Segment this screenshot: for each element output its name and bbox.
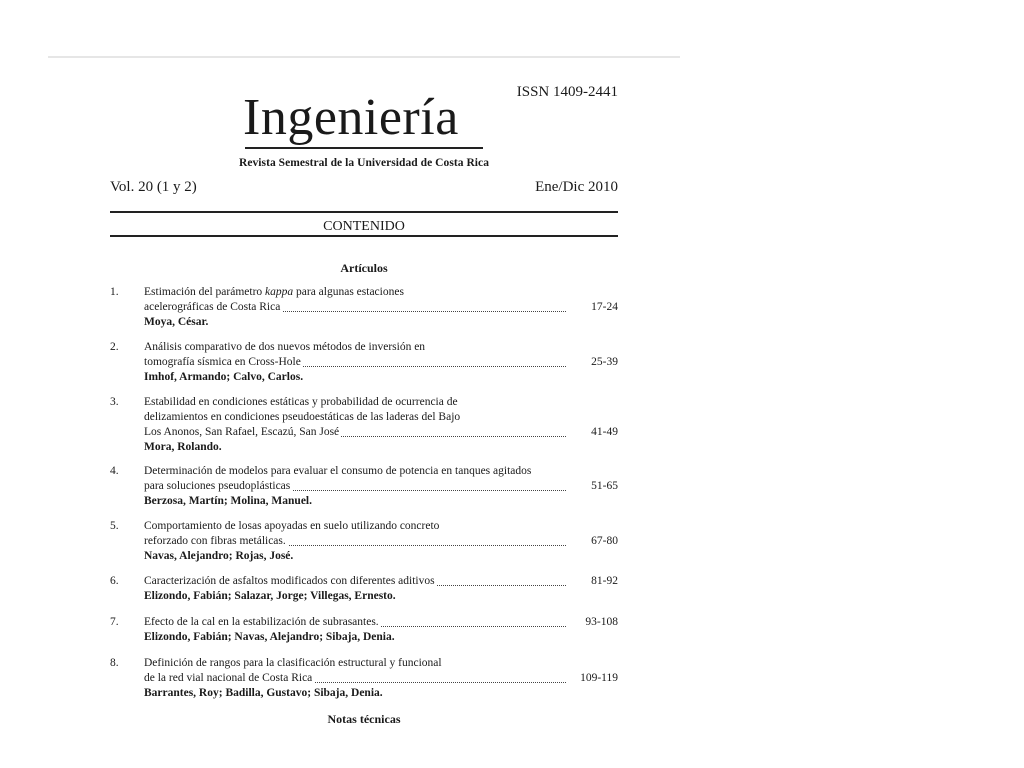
entry-title-line: Definición de rangos para la clasificación estructural y funcional [144, 657, 442, 669]
entry-pages: 81-92 [587, 574, 618, 589]
entry-authors: Navas, Alejandro; Rojas, José. [144, 550, 294, 562]
entry-authors: Moya, César. [144, 316, 209, 328]
entry-title-line-with-pages: para soluciones pseudoplásticas 51-65 [144, 480, 618, 492]
entry-number: 4. [110, 465, 119, 477]
entry-pages: 109-119 [576, 671, 618, 686]
entry-number: 8. [110, 657, 119, 669]
entry-title-line-with-pages: Caracterización de asfaltos modificados con diferentes aditivos 81-92 [144, 575, 618, 587]
entry-title-line-with-pages: Los Anonos, San Rafael, Escazú, San José 41-49 [144, 426, 618, 438]
contents-heading: CONTENIDO [323, 219, 405, 234]
issn: ISSN 1409-2441 [516, 84, 618, 100]
entry-title-line-with-pages: Efecto de la cal en la estabilización de subrasantes. 93-108 [144, 616, 618, 628]
volume-label: Vol. 20 (1 y 2) [110, 179, 197, 195]
entry-pages: 25-39 [587, 355, 618, 370]
entry-title-line-with-pages: de la red vial nacional de Costa Rica 109-119 [144, 672, 618, 684]
entry-pages: 17-24 [587, 300, 618, 315]
entry-number: 7. [110, 616, 119, 628]
entry-pages: 67-80 [587, 534, 618, 549]
entry-authors: Elizondo, Fabián; Navas, Alejandro; Sibaja, Denia. [144, 631, 395, 643]
entry-authors: Elizondo, Fabián; Salazar, Jorge; Villegas, Ernesto. [144, 590, 396, 602]
section-heading-technical-notes: Notas técnicas [327, 712, 401, 726]
entry-title-line: delizamientos en condiciones pseudoestáticas de las laderas del Bajo [144, 411, 461, 423]
entry-pages: 41-49 [587, 425, 618, 440]
entry-authors: Barrantes, Roy; Badilla, Gustavo; Sibaja, Denia. [144, 687, 383, 699]
entry-pages: 93-108 [581, 615, 618, 630]
entry-title-line: Estabilidad en condiciones estáticas y probabilidad de ocurrencia de [144, 396, 458, 408]
section-heading-articles: Artículos [340, 261, 388, 275]
entry-title-line: Determinación de modelos para evaluar el consumo de potencia en tanques agitados [144, 465, 532, 477]
entry-title-line-with-pages: reforzado con fibras metálicas. 67-80 [144, 535, 618, 547]
entry-authors: Imhof, Armando; Calvo, Carlos. [144, 371, 304, 383]
rule-bottom [110, 235, 618, 237]
entry-title-line: Comportamiento de losas apoyadas en suelo utilizando concreto [144, 520, 440, 532]
entry-authors: Berzosa, Martín; Molina, Manuel. [144, 495, 313, 507]
entry-title-line-with-pages: tomografía sísmica en Cross-Hole 25-39 [144, 356, 618, 368]
top-divider [48, 56, 680, 58]
entry-number: 1. [110, 286, 119, 298]
entry-number: 2. [110, 341, 119, 353]
journal-subtitle: Revista Semestral de la Universidad de Costa Rica [239, 157, 489, 169]
journal-title: Ingeniería [243, 89, 459, 146]
entry-number: 5. [110, 520, 119, 532]
entry-title-line-with-pages: acelerográficas de Costa Rica 17-24 [144, 301, 618, 313]
rule-top [110, 211, 618, 213]
entry-title-line: Estimación del parámetro kappa para algunas estaciones [144, 286, 404, 298]
issue-date: Ene/Dic 2010 [535, 179, 618, 195]
entry-authors: Mora, Rolando. [144, 441, 222, 453]
title-underline [245, 147, 483, 149]
entry-pages: 51-65 [587, 479, 618, 494]
entry-number: 3. [110, 396, 119, 408]
entry-number: 6. [110, 575, 119, 587]
entry-title-line: Análisis comparativo de dos nuevos métodos de inversión en [144, 341, 426, 353]
